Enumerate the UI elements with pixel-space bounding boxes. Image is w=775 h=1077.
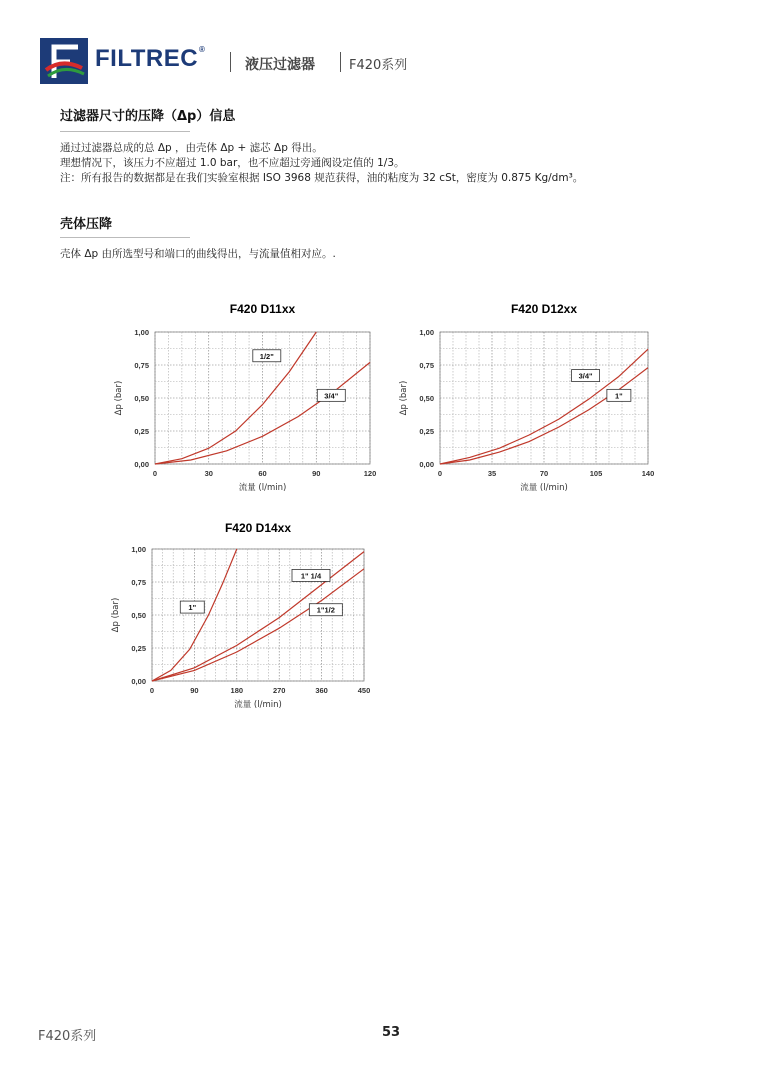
y-tick-label: 0,50 [419, 394, 434, 403]
chart-d12 [395, 296, 670, 496]
paragraph-line: 理想情况下，该压力不应超过 1.0 bar，也不应超过旁通阀设定值的 1/3。 [60, 157, 405, 169]
x-tick-label: 270 [272, 686, 286, 695]
chart-title: F420 D12xx [510, 302, 578, 316]
x-axis-label: 流量 (l/min) [520, 483, 568, 493]
paragraph-line: 注：所有报告的数据都是在我们实验室根据 ISO 3968 规范获得，油的粘度为 32 cSt，密度为 0.875 Kg/dm³。 [60, 172, 584, 184]
x-tick-label: 360 [315, 686, 328, 695]
x-tick-label: 70 [539, 469, 549, 478]
x-tick-label: 90 [190, 686, 199, 695]
x-tick-label: 450 [357, 686, 371, 695]
x-tick-label: 0 [437, 469, 443, 478]
series-label: 1" [615, 391, 623, 401]
y-tick-label: 1,00 [131, 545, 146, 554]
y-tick-label: 0,75 [131, 578, 146, 587]
x-tick-label: 60 [258, 469, 267, 478]
brand-name: FILTREC® [95, 45, 206, 72]
y-axis-label: Δp (bar) [399, 380, 409, 416]
section-rule [60, 237, 190, 238]
section-rule [60, 131, 190, 132]
chart-title: F420 D14xx [224, 521, 292, 535]
series-label: 1" [188, 603, 197, 613]
x-tick-label: 120 [363, 469, 377, 478]
series-label: 3/4" [578, 371, 593, 381]
x-tick-label: 140 [641, 469, 655, 478]
y-tick-label: 0,25 [419, 427, 434, 436]
y-tick-label: 0,50 [134, 394, 149, 403]
series-label: 1"1/2 [316, 605, 335, 615]
section-title-housing: 壳体压降 [60, 217, 113, 232]
chart-title: F420 D11xx [229, 302, 296, 316]
page-number: 53 [382, 1025, 401, 1040]
y-tick-label: 0,00 [131, 677, 146, 686]
x-tick-label: 180 [230, 686, 244, 695]
y-tick-label: 0,75 [134, 361, 149, 370]
x-tick-label: 105 [589, 469, 603, 478]
x-tick-label: 0 [149, 686, 155, 695]
y-tick-label: 0,75 [419, 361, 434, 370]
y-tick-label: 0,25 [131, 644, 146, 653]
x-tick-label: 35 [487, 469, 497, 478]
series-label: 1/2" [259, 351, 274, 361]
paragraph-line: 壳体 Δp 由所选型号和端口的曲线得出，与流量值相对应。. [60, 248, 336, 260]
y-tick-label: 0,00 [134, 460, 149, 469]
header-divider [230, 52, 231, 72]
y-tick-label: 1,00 [419, 328, 434, 337]
x-axis-label: 流量 (l/min) [234, 700, 282, 710]
series-label: 3/4" [324, 391, 339, 401]
chart-d14 [100, 515, 380, 720]
y-tick-label: 1,00 [134, 328, 149, 337]
paragraph-line: 通过过滤器总成的总 Δp ，由壳体 Δp + 滤芯 Δp 得出。 [60, 142, 323, 154]
y-tick-label: 0,25 [134, 427, 149, 436]
chart-d11 [100, 296, 380, 496]
series-label: 1" 1/4 [300, 571, 322, 581]
header-series: F420系列 [349, 58, 408, 73]
x-axis-label: 流量 (l/min) [238, 483, 287, 493]
y-axis-label: Δp (bar) [111, 597, 121, 633]
x-tick-label: 30 [204, 469, 213, 478]
x-tick-label: 90 [312, 469, 321, 478]
y-tick-label: 0,50 [131, 611, 146, 620]
header-category: 液压过滤器 [245, 57, 315, 73]
section-title-pressure-drop: 过滤器尺寸的压降（Δp）信息 [60, 109, 236, 124]
x-tick-label: 0 [152, 469, 158, 478]
y-axis-label: Δp (bar) [114, 380, 124, 416]
y-tick-label: 0,00 [419, 460, 434, 469]
filtrec-logo-icon [40, 38, 88, 84]
footer-series: F420系列 [38, 1029, 97, 1044]
header-divider [340, 52, 341, 72]
